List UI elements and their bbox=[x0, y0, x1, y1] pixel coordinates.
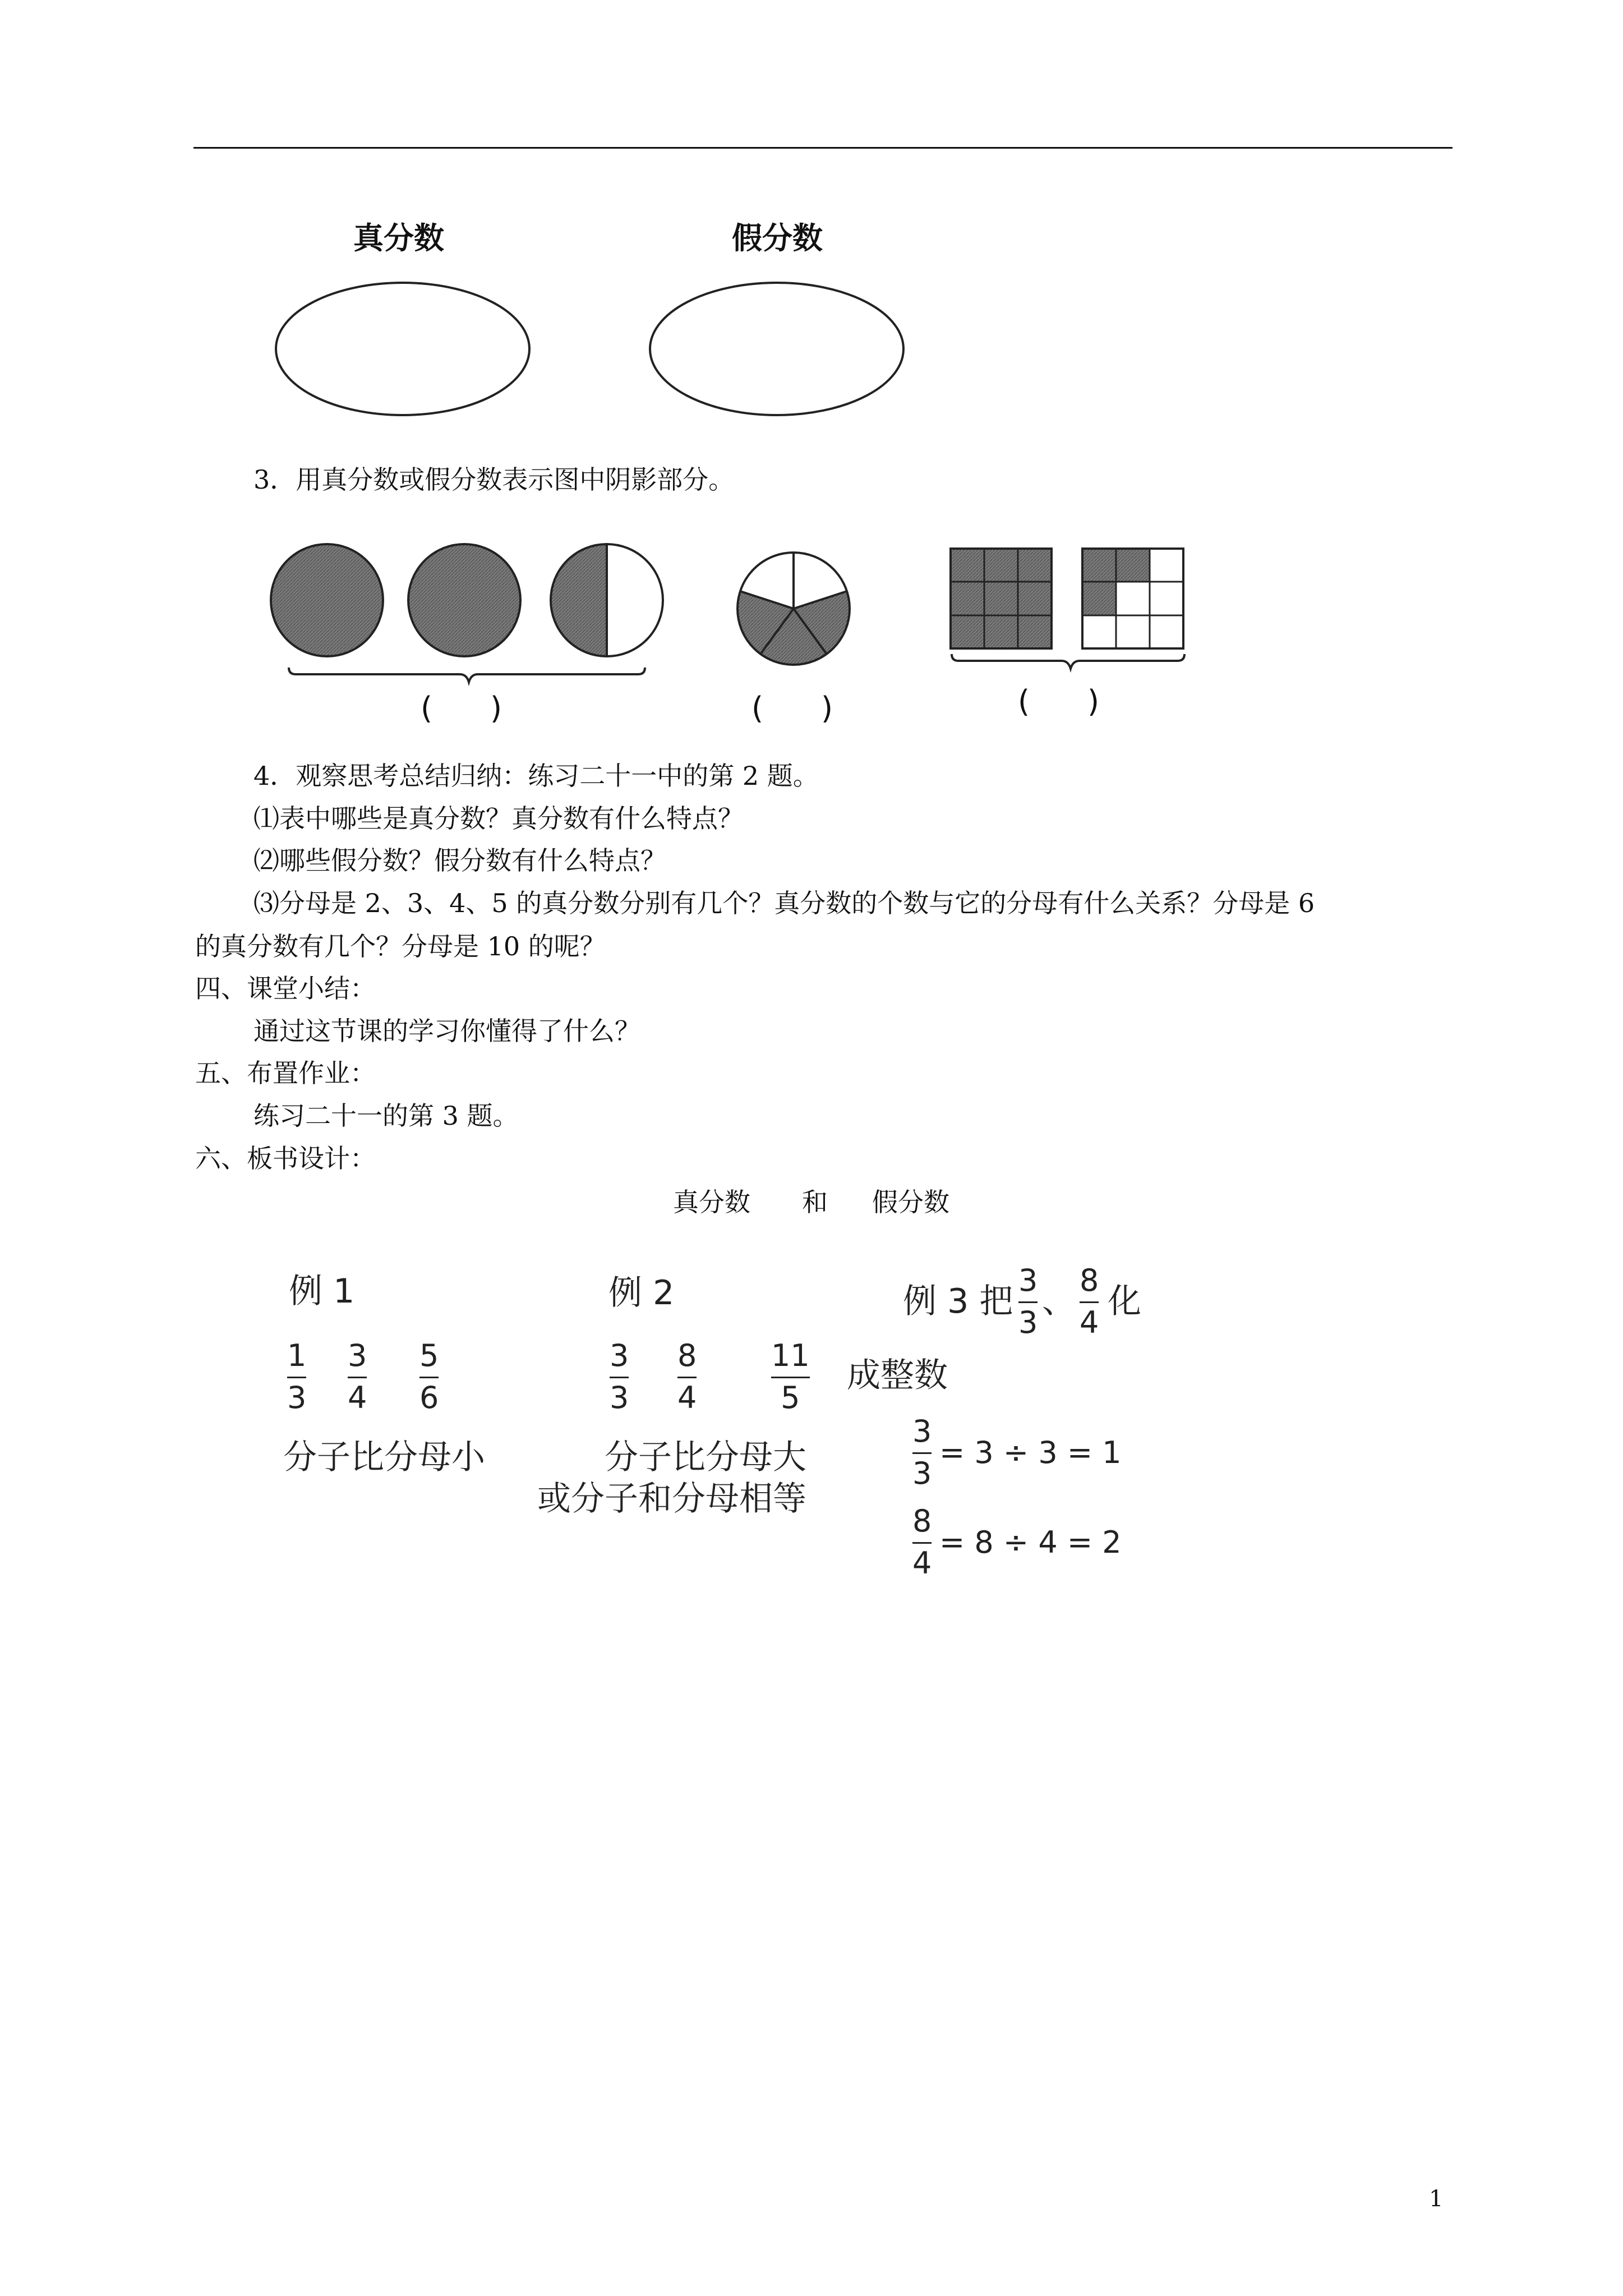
question-4-sub-2: ⑵哪些假分数？假分数有什么特点？ bbox=[253, 845, 666, 876]
homework-body: 练习二十一的第 3 题。 bbox=[253, 1101, 519, 1131]
fifths-circle bbox=[737, 553, 850, 665]
question-3: 3．用真分数或假分数表示图中阴影部分。 bbox=[253, 464, 735, 495]
summary-heading: 四、课堂小结： bbox=[195, 973, 376, 1004]
example-1-note: 分子比分母小 bbox=[283, 1438, 485, 1477]
example-1-label: 例 1 bbox=[289, 1272, 355, 1311]
example-1-fraction-2: 3 4 bbox=[348, 1338, 367, 1415]
grid-square-full bbox=[951, 549, 1052, 648]
example-3-eq1-rest: = 3 ÷ 3 = 1 bbox=[939, 1435, 1122, 1470]
example-3-label: 例 3 把 bbox=[903, 1282, 1013, 1321]
summary-body: 通过这节课的学习你懂得了什么？ bbox=[253, 1016, 640, 1046]
half-shaded-circle bbox=[551, 544, 663, 656]
question-4-sub-1: ⑴表中哪些是真分数？真分数有什么特点？ bbox=[253, 803, 744, 834]
example-2-label: 例 2 bbox=[608, 1273, 675, 1313]
grid-square-partial bbox=[1082, 549, 1183, 648]
board-title-and: 和 bbox=[802, 1187, 828, 1217]
answer-blank-fifths[interactable]: ( ) bbox=[751, 691, 833, 726]
example-3-eq1-fraction: 3 3 bbox=[912, 1414, 932, 1491]
proper-fraction-set-label: 真分数 bbox=[353, 220, 444, 256]
example-2-fraction-1: 3 3 bbox=[610, 1338, 629, 1415]
example-3-eq2-rest: = 8 ÷ 4 = 2 bbox=[939, 1525, 1122, 1560]
example-2-fraction-2: 8 4 bbox=[677, 1338, 697, 1415]
example-2-note-2: 或分子和分母相等 bbox=[537, 1479, 806, 1519]
example-3-verb: 化 bbox=[1108, 1282, 1141, 1321]
answer-blank-squares[interactable]: ( ) bbox=[1018, 684, 1100, 719]
example-3-line-2: 成整数 bbox=[847, 1356, 948, 1395]
board-design-heading: 六、板书设计： bbox=[195, 1143, 376, 1174]
brace-circles bbox=[289, 668, 645, 682]
shaded-circle-2 bbox=[408, 544, 520, 656]
shaded-figures bbox=[0, 0, 1623, 757]
question-4-sub-3-line-2: 的真分数有几个？分母是 10 的呢？ bbox=[195, 931, 606, 961]
example-2-note-1: 分子比分母大 bbox=[605, 1438, 806, 1477]
example-3-fraction-1: 3 3 bbox=[1018, 1263, 1038, 1340]
board-title-proper: 真分数 bbox=[673, 1187, 750, 1217]
brace-squares bbox=[952, 654, 1184, 669]
example-3-fraction-2: 8 4 bbox=[1080, 1263, 1099, 1340]
shaded-circle-1 bbox=[271, 544, 383, 656]
improper-fraction-set-label: 假分数 bbox=[732, 220, 823, 256]
example-3-separator: 、 bbox=[1042, 1282, 1076, 1321]
homework-heading: 五、布置作业： bbox=[195, 1058, 376, 1088]
page-number: 1 bbox=[1429, 2186, 1444, 2212]
example-1-fraction-1: 1 3 bbox=[287, 1338, 307, 1415]
example-1-fraction-3: 5 6 bbox=[419, 1338, 439, 1415]
example-3-eq2-fraction: 8 4 bbox=[912, 1503, 932, 1581]
answer-blank-circles[interactable]: ( ) bbox=[421, 691, 502, 726]
example-2-fraction-3: 11 5 bbox=[771, 1338, 810, 1415]
board-title-improper: 假分数 bbox=[872, 1187, 949, 1217]
question-4-title: 4．观察思考总结归纳：练习二十一中的第 2 题。 bbox=[253, 761, 819, 791]
question-4-sub-3-line-1: ⑶分母是 2、3、4、5 的真分数分别有几个？真分数的个数与它的分母有什么关系？分母是 6 bbox=[253, 888, 1315, 918]
